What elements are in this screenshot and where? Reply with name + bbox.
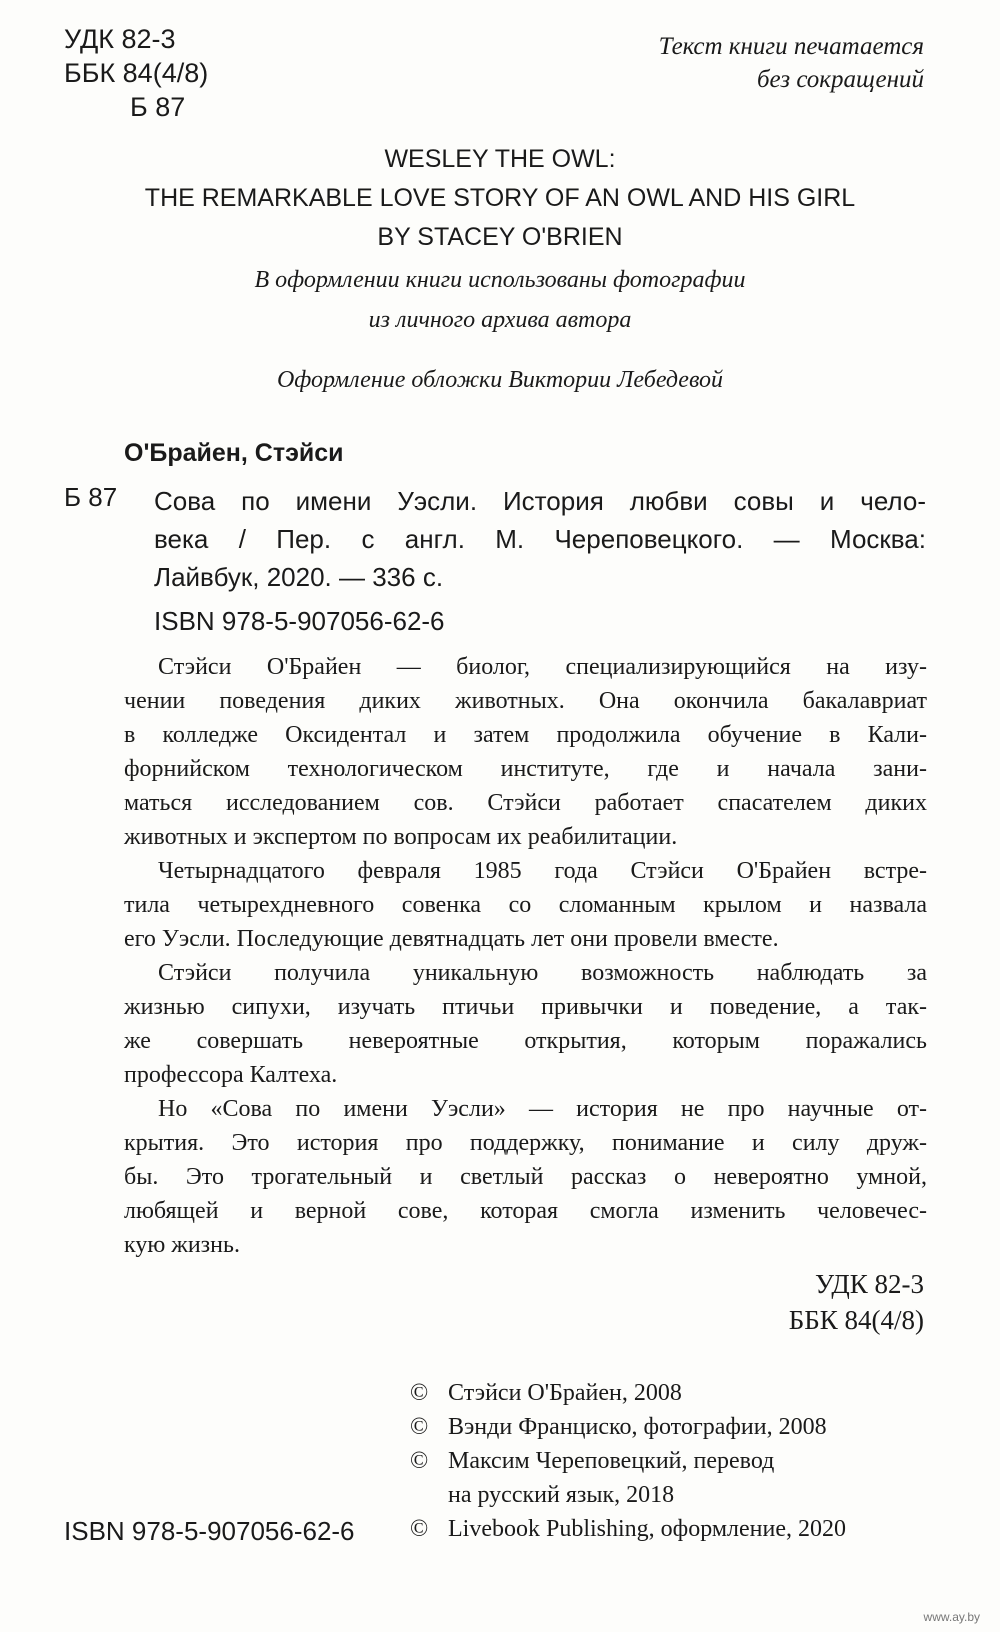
unabridged-note [659, 30, 924, 96]
original-title-line: THE REMARKABLE LOVE STORY OF AN OWL AND HIS GIRL [144, 184, 856, 212]
bib-line: Лайвбук, 2020. — 336 с. [154, 562, 444, 592]
description-line: Четырнадцатого февраля 1985 года Стэйси О'Брайен встре- [158, 858, 927, 884]
copyright-text: Livebook Publishing, оформление, 2020 [448, 1516, 847, 1542]
description-line: же совершать невероятные открытия, которым поражались [124, 1028, 927, 1054]
description-line: жизнью сипухи, изучать птичьи привычки и поведение, а так- [124, 994, 927, 1020]
copyright-row [410, 1376, 846, 1410]
original-title-author: BY STACEY O'BRIEN [377, 223, 623, 251]
description-line: кую жизнь. [124, 1232, 240, 1258]
copyright-row [410, 1444, 846, 1478]
cover-design-note: Оформление обложки Виктории Лебедевой [276, 367, 724, 393]
description-line: Но «Сова по имени Уэсли» — история не про научные от- [158, 1096, 927, 1122]
unabridged-note-line: без сокращений [756, 66, 924, 93]
description-line: его Уэсли. Последующие девятнадцать лет они провели вместе. [124, 926, 779, 952]
bib-line: века / Пер. с англ. М. Череповецкого. — Москва: [154, 524, 926, 554]
copyright-text: Вэнди Франциско, фотографии, 2008 [448, 1414, 827, 1440]
original-title-line: WESLEY THE OWL: [384, 145, 616, 173]
udk-code-bottom: УДК 82-3 [814, 1269, 924, 1299]
bib-line: Сова по имени Уэсли. История любви совы и чело- [154, 486, 926, 516]
classification-codes-bottom [789, 1266, 924, 1338]
watermark: www.ay.by [923, 1610, 980, 1624]
description-line: профессора Калтеха. [124, 1062, 338, 1088]
description-paragraph [124, 854, 927, 956]
copyright-row [410, 1512, 846, 1546]
isbn-main: ISBN 978-5-907056-62-6 [154, 606, 445, 636]
copyright-row [410, 1410, 846, 1444]
description-line: бы. Это трогательный и светлый рассказ о невероятно умной, [124, 1164, 927, 1190]
description-line: любящей и верной сове, которая смогла изменить человечес- [124, 1198, 927, 1224]
description-line: Стэйси О'Брайен — биолог, специализирующийся на изу- [158, 654, 927, 680]
description-line: чении поведения диких животных. Она окончила бакалавриат [124, 688, 927, 714]
author-heading: О'Брайен, Стэйси [124, 439, 344, 467]
bbk-code: ББК 84(4/8) [64, 58, 209, 88]
description-line: форнийском технологическом институте, где и начала зани- [124, 756, 927, 782]
udk-code: УДК 82-3 [64, 24, 176, 54]
photo-credit-line: из личного архива автора [368, 307, 632, 333]
photo-credit-note [0, 260, 1000, 340]
copyright-symbol: © [410, 1448, 429, 1474]
description-line: в колледже Оксидентал и затем продолжила обучение в Кали- [124, 722, 927, 748]
description-line: тила четырехдневного совенка со сломанным крылом и назвала [124, 892, 927, 918]
copyright-continuation: на русский язык, 2018 [448, 1482, 675, 1508]
copyright-symbol: © [410, 1380, 429, 1406]
description-paragraph [124, 1092, 927, 1262]
copyright-symbol: © [410, 1414, 429, 1440]
isbn-bottom: ISBN 978-5-907056-62-6 [64, 1516, 355, 1546]
description-line: маться исследованием сов. Стэйси работает спасателем диких [124, 790, 927, 816]
bbk-code-bottom: ББК 84(4/8) [788, 1305, 924, 1335]
bibliographic-record [154, 482, 926, 596]
copyright-block [410, 1376, 846, 1546]
original-title [0, 140, 1000, 257]
copyright-text: Максим Череповецкий, перевод [448, 1448, 775, 1474]
unabridged-note-line: Текст книги печатается [658, 33, 924, 60]
description-line: животных и экспертом по вопросам их реабилитации. [124, 824, 678, 850]
copyright-symbol: © [410, 1516, 429, 1542]
classification-codes-top [64, 22, 208, 124]
description-line: крытия. Это история про поддержку, понимание и силу друж- [124, 1130, 927, 1156]
book-description [124, 650, 927, 1262]
copyright-text: Стэйси О'Брайен, 2008 [448, 1380, 682, 1406]
bib-code: Б 87 [64, 482, 118, 512]
description-paragraph [124, 650, 927, 854]
description-line: Стэйси получила уникальную возможность наблюдать за [158, 960, 927, 986]
description-paragraph [124, 956, 927, 1092]
photo-credit-line: В оформлении книги использованы фотографии [254, 267, 746, 293]
author-mark: Б 87 [130, 92, 186, 122]
